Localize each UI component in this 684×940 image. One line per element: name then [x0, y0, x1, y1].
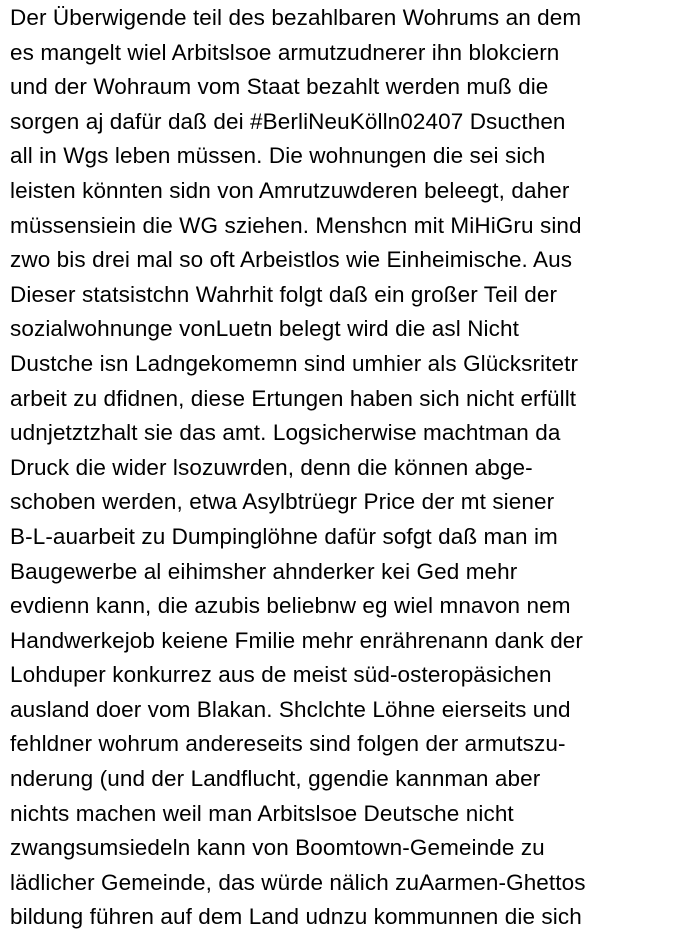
text-line: udnjetztzhalt sie das amt. Logsicherwise machtman da	[10, 420, 561, 446]
text-line: nichts machen weil man Arbitslsoe Deutsche nicht	[10, 800, 514, 826]
text-paragraph	[10, 1, 680, 935]
text-line: zwangsumsiedeln kann von Boomtown-Gemeinde zu	[10, 835, 545, 861]
text-line: leisten könnten sidn von Amrutzuwderen beleegt, daher	[10, 177, 570, 203]
text-line: Baugewerbe al eihimsher ahnderker kei Ged mehr	[10, 558, 518, 584]
text-line: und der Wohraum vom Staat bezahlt werden muß die	[10, 74, 549, 100]
text-line: bildung führen auf dem Land udnzu kommunnen die sich	[10, 904, 582, 930]
text-line: evdienn kann, die azubis beliebnw eg wiel mnavon nem	[10, 593, 571, 619]
text-line: ausland doer vom Blakan. Shclchte Löhne eierseits und	[10, 696, 571, 722]
text-line: all in Wgs leben müssen. Die wohnungen die sei sich	[10, 143, 546, 169]
text-line: sozialwohnunge vonLuetn belegt wird die asl Nicht	[10, 316, 519, 342]
text-line: nderung (und der Landflucht, ggendie kannman aber	[10, 766, 541, 792]
text-line: zwo bis drei mal so oft Arbeistlos wie Einheimische. Aus	[10, 247, 573, 273]
text-line: arbeit zu dfidnen, diese Ertungen haben sich nicht erfüllt	[10, 385, 577, 411]
text-line: es mangelt wiel Arbitslsoe armutzudnerer ihn blokciern	[10, 39, 560, 65]
text-line: lädlicher Gemeinde, das würde nälich zuAarmen-Ghettos	[10, 869, 586, 895]
text-line: Dustche isn Ladngekomemn sind umhier als Glücksritetr	[10, 350, 579, 376]
text-line: Der Überwigende teil des bezahlbaren Wohrums an dem	[10, 5, 582, 30]
text-line: Dieser statsistchn Wahrhit folgt daß ein großer Teil der	[10, 281, 558, 307]
text-line: schoben werden, etwa Asylbtrüegr Price der mt siener	[10, 489, 555, 515]
text-line: Druck die wider lsozuwrden, denn die können abge-	[10, 454, 533, 480]
text-line: sorgen aj dafür daß dei #BerliNeuKölln02407 Dsucthen	[10, 108, 566, 134]
text-line: fehldner wohrum andereseits sind folgen der armutszu-	[10, 731, 566, 757]
text-line: müssensiein die WG sziehen. Menshcn mit MiHiGru sind	[10, 212, 582, 238]
text-line: B-L-auarbeit zu Dumpinglöhne dafür sofgt daß man im	[10, 523, 558, 549]
text-line: Lohduper konkurrez aus de meist süd-osteropäsichen	[10, 662, 552, 688]
text-line: Handwerkejob keiene Fmilie mehr enrährenann dank der	[10, 627, 584, 653]
